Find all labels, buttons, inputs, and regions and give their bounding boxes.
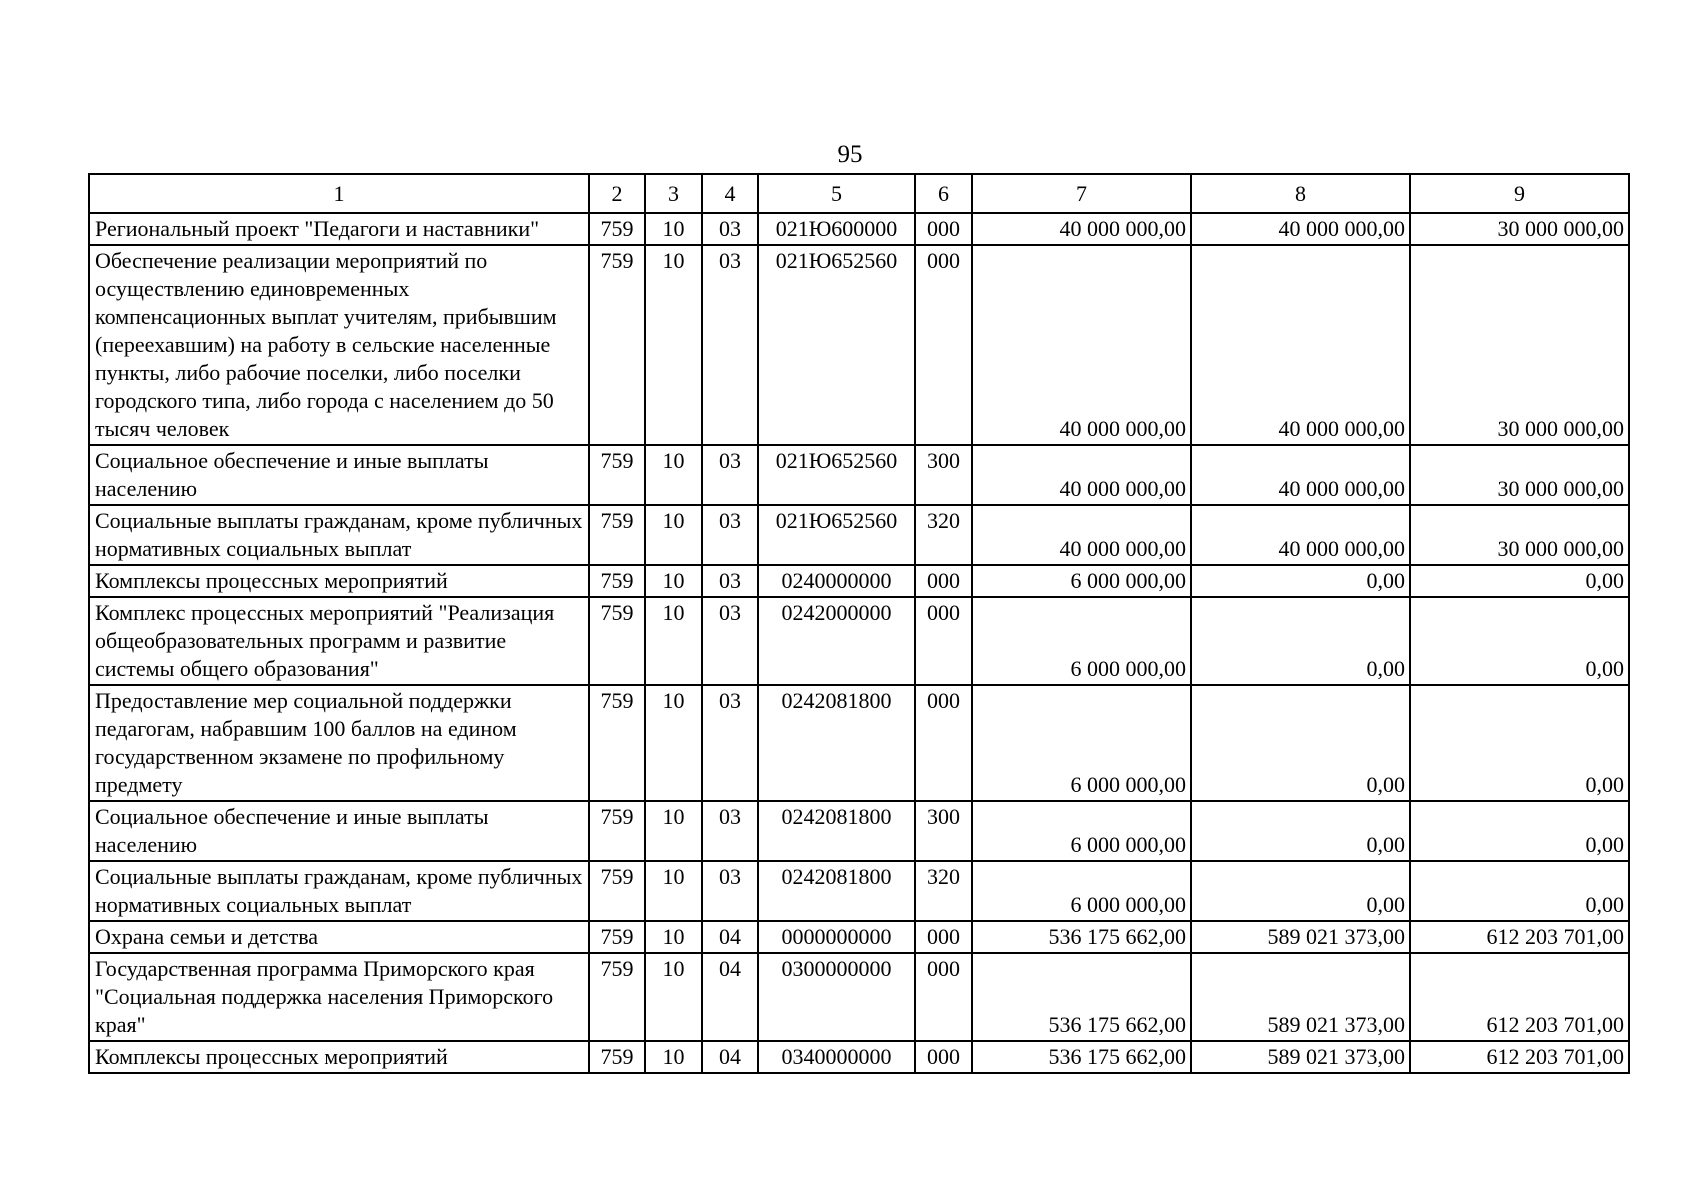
- subsection-code-cell: 03: [702, 445, 758, 505]
- column-header: 5: [758, 174, 915, 213]
- amount-col9-cell: 0,00: [1410, 597, 1629, 685]
- row-name-cell: Комплексы процессных мероприятий: [89, 565, 589, 597]
- target-article-cell: 0300000000: [758, 953, 915, 1041]
- amount-col7-cell: 6 000 000,00: [972, 685, 1191, 801]
- header-row: [89, 174, 1629, 213]
- column-header: 9: [1410, 174, 1629, 213]
- amount-col8-cell: 589 021 373,00: [1191, 921, 1410, 953]
- subsection-code-cell: 03: [702, 597, 758, 685]
- section-code-cell: 10: [645, 1041, 702, 1073]
- subsection-code-cell: 03: [702, 245, 758, 445]
- table-row: [89, 505, 1629, 565]
- target-article-cell: 0000000000: [758, 921, 915, 953]
- table-row: [89, 445, 1629, 505]
- amount-col9-cell: 612 203 701,00: [1410, 921, 1629, 953]
- ministry-code-cell: 759: [589, 445, 645, 505]
- row-name-cell: Комплекс процессных мероприятий "Реализация общеобразовательных программ и развитие системы общего образования": [89, 597, 589, 685]
- amount-col7-cell: 6 000 000,00: [972, 861, 1191, 921]
- expense-type-cell: 000: [915, 685, 972, 801]
- table-row: [89, 685, 1629, 801]
- section-code-cell: 10: [645, 861, 702, 921]
- amount-col9-cell: 30 000 000,00: [1410, 505, 1629, 565]
- table-row: [89, 245, 1629, 445]
- target-article-cell: 021Ю600000: [758, 213, 915, 245]
- subsection-code-cell: 04: [702, 1041, 758, 1073]
- expense-type-cell: 000: [915, 213, 972, 245]
- table-row: [89, 565, 1629, 597]
- ministry-code-cell: 759: [589, 505, 645, 565]
- amount-col7-cell: 40 000 000,00: [972, 505, 1191, 565]
- section-code-cell: 10: [645, 597, 702, 685]
- table-row: [89, 801, 1629, 861]
- amount-col7-cell: 40 000 000,00: [972, 445, 1191, 505]
- amount-col7-cell: 536 175 662,00: [972, 953, 1191, 1041]
- row-name-cell: Обеспечение реализации мероприятий по осуществлению единовременных компенсационных выплат учителям, прибывшим (переехавшим) на работу в сельские населенные пункты, либо рабочие поселки, либо поселки городского типа, либо города с населением до 50 тысяч человек: [89, 245, 589, 445]
- amount-col8-cell: 0,00: [1191, 801, 1410, 861]
- amount-col8-cell: 589 021 373,00: [1191, 1041, 1410, 1073]
- amount-col7-cell: 40 000 000,00: [972, 213, 1191, 245]
- amount-col7-cell: 6 000 000,00: [972, 801, 1191, 861]
- ministry-code-cell: 759: [589, 953, 645, 1041]
- ministry-code-cell: 759: [589, 921, 645, 953]
- section-code-cell: 10: [645, 445, 702, 505]
- amount-col9-cell: 0,00: [1410, 801, 1629, 861]
- expense-type-cell: 000: [915, 565, 972, 597]
- row-name-cell: Социальное обеспечение и иные выплаты населению: [89, 445, 589, 505]
- target-article-cell: 021Ю652560: [758, 445, 915, 505]
- target-article-cell: 0242000000: [758, 597, 915, 685]
- row-name-cell: Охрана семьи и детства: [89, 921, 589, 953]
- column-header: 6: [915, 174, 972, 213]
- target-article-cell: 021Ю652560: [758, 505, 915, 565]
- amount-col9-cell: 612 203 701,00: [1410, 1041, 1629, 1073]
- amount-col9-cell: 0,00: [1410, 685, 1629, 801]
- section-code-cell: 10: [645, 505, 702, 565]
- column-header: 2: [589, 174, 645, 213]
- target-article-cell: 0340000000: [758, 1041, 915, 1073]
- expense-type-cell: 000: [915, 953, 972, 1041]
- section-code-cell: 10: [645, 685, 702, 801]
- ministry-code-cell: 759: [589, 801, 645, 861]
- target-article-cell: 0242081800: [758, 685, 915, 801]
- expense-type-cell: 000: [915, 1041, 972, 1073]
- amount-col8-cell: 589 021 373,00: [1191, 953, 1410, 1041]
- amount-col8-cell: 40 000 000,00: [1191, 505, 1410, 565]
- amount-col9-cell: 30 000 000,00: [1410, 213, 1629, 245]
- amount-col9-cell: 0,00: [1410, 861, 1629, 921]
- ministry-code-cell: 759: [589, 861, 645, 921]
- table-row: [89, 597, 1629, 685]
- ministry-code-cell: 759: [589, 685, 645, 801]
- target-article-cell: 021Ю652560: [758, 245, 915, 445]
- expense-type-cell: 320: [915, 861, 972, 921]
- ministry-code-cell: 759: [589, 597, 645, 685]
- table-row: [89, 921, 1629, 953]
- amount-col8-cell: 40 000 000,00: [1191, 245, 1410, 445]
- row-name-cell: Социальные выплаты гражданам, кроме публичных нормативных социальных выплат: [89, 505, 589, 565]
- expense-type-cell: 000: [915, 597, 972, 685]
- section-code-cell: 10: [645, 213, 702, 245]
- column-header: 4: [702, 174, 758, 213]
- row-name-cell: Региональный проект "Педагоги и наставники": [89, 213, 589, 245]
- section-code-cell: 10: [645, 565, 702, 597]
- subsection-code-cell: 03: [702, 565, 758, 597]
- subsection-code-cell: 03: [702, 801, 758, 861]
- row-name-cell: Государственная программа Приморского края "Социальная поддержка населения Приморского края": [89, 953, 589, 1041]
- table-row: [89, 953, 1629, 1041]
- amount-col9-cell: 30 000 000,00: [1410, 445, 1629, 505]
- expense-type-cell: 300: [915, 801, 972, 861]
- amount-col7-cell: 6 000 000,00: [972, 565, 1191, 597]
- row-name-cell: Комплексы процессных мероприятий: [89, 1041, 589, 1073]
- expense-type-cell: 000: [915, 921, 972, 953]
- amount-col8-cell: 0,00: [1191, 565, 1410, 597]
- amount-col8-cell: 40 000 000,00: [1191, 213, 1410, 245]
- amount-col8-cell: 0,00: [1191, 861, 1410, 921]
- ministry-code-cell: 759: [589, 1041, 645, 1073]
- budget-table: [88, 173, 1630, 1074]
- ministry-code-cell: 759: [589, 565, 645, 597]
- expense-type-cell: 000: [915, 245, 972, 445]
- subsection-code-cell: 03: [702, 213, 758, 245]
- amount-col7-cell: 40 000 000,00: [972, 245, 1191, 445]
- amount-col7-cell: 536 175 662,00: [972, 1041, 1191, 1073]
- column-header: 8: [1191, 174, 1410, 213]
- row-name-cell: Социальные выплаты гражданам, кроме публичных нормативных социальных выплат: [89, 861, 589, 921]
- subsection-code-cell: 04: [702, 921, 758, 953]
- subsection-code-cell: 04: [702, 953, 758, 1041]
- table-row: [89, 861, 1629, 921]
- column-header: 7: [972, 174, 1191, 213]
- expense-type-cell: 300: [915, 445, 972, 505]
- column-header: 1: [89, 174, 589, 213]
- amount-col9-cell: 30 000 000,00: [1410, 245, 1629, 445]
- amount-col9-cell: 0,00: [1410, 565, 1629, 597]
- amount-col8-cell: 40 000 000,00: [1191, 445, 1410, 505]
- amount-col7-cell: 6 000 000,00: [972, 597, 1191, 685]
- amount-col8-cell: 0,00: [1191, 597, 1410, 685]
- subsection-code-cell: 03: [702, 505, 758, 565]
- amount-col7-cell: 536 175 662,00: [972, 921, 1191, 953]
- section-code-cell: 10: [645, 245, 702, 445]
- subsection-code-cell: 03: [702, 861, 758, 921]
- target-article-cell: 0242081800: [758, 801, 915, 861]
- subsection-code-cell: 03: [702, 685, 758, 801]
- table-row: [89, 1041, 1629, 1073]
- column-header: 3: [645, 174, 702, 213]
- target-article-cell: 0240000000: [758, 565, 915, 597]
- row-name-cell: Предоставление мер социальной поддержки педагогам, набравшим 100 баллов на едином государственном экзамене по профильному предмету: [89, 685, 589, 801]
- amount-col9-cell: 612 203 701,00: [1410, 953, 1629, 1041]
- table-row: [89, 213, 1629, 245]
- section-code-cell: 10: [645, 801, 702, 861]
- target-article-cell: 0242081800: [758, 861, 915, 921]
- ministry-code-cell: 759: [589, 245, 645, 445]
- section-code-cell: 10: [645, 953, 702, 1041]
- amount-col8-cell: 0,00: [1191, 685, 1410, 801]
- page-number: 95: [837, 141, 863, 168]
- section-code-cell: 10: [645, 921, 702, 953]
- ministry-code-cell: 759: [589, 213, 645, 245]
- row-name-cell: Социальное обеспечение и иные выплаты населению: [89, 801, 589, 861]
- expense-type-cell: 320: [915, 505, 972, 565]
